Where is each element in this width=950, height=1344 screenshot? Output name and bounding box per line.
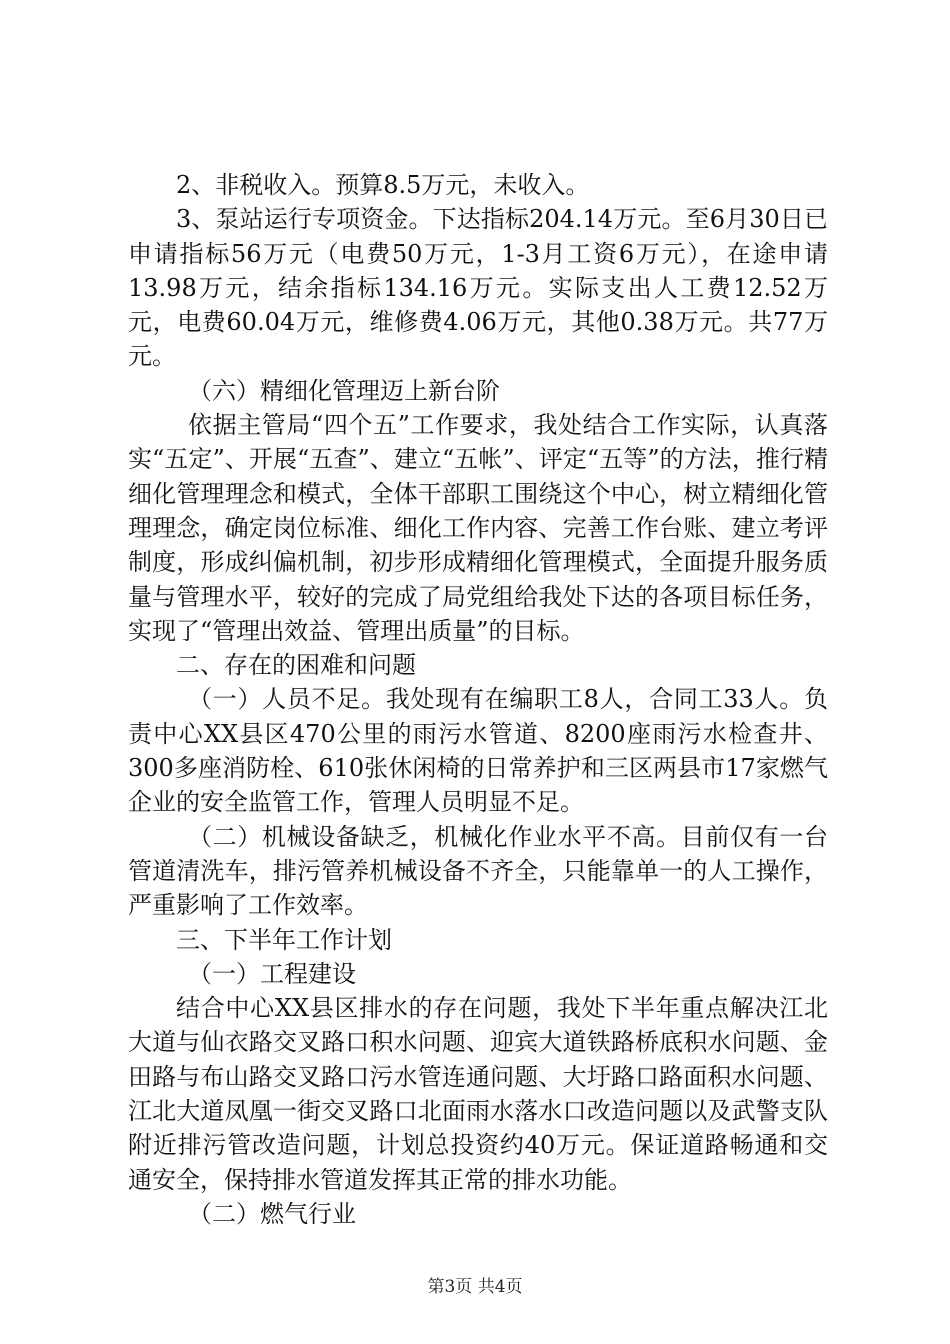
heading-refined-management: （六）精细化管理迈上新台阶 [188,376,500,405]
document-body [128,168,828,1231]
paragraph-pump-station-funds: 3、泵站运行专项资金。下达指标204.14万元。至6月30日已申请指标56万元（电费50万元，1-3月工资6万元），在途申请13.98万元，结余指标134.16万元。实际支出人工费12.52万元，电费60.04万元，维修费4.06万元，其他0.38万元。共77万元。 [128,205,828,371]
heading-difficulties: 二、存在的困难和问题 [176,651,416,680]
paragraph-staff-shortage: （一）人员不足。我处现有在编职工8人，合同工33人。负责中心XX县区470公里的雨污水管道、8200座雨污水检查井、300多座消防栓、610张休闲椅的日常养护和三区两县市17家燃气企业的安全监管工作，管理人员明显不足。 [128,685,828,817]
paragraph-engineering: 结合中心XX县区排水的存在问题，我处下半年重点解决江北大道与仙衣路交叉路口积水问题、迎宾大道铁路桥底积水问题、金田路与布山路交叉路口污水管连通问题、大圩路口路面积水问题、江北大道凤凰一街交叉路口北面雨水落水口改造问题以及武警支队附近排污管改造问题，计划总投资约40万元。保证道路畅通和交通安全，保持排水管道发挥其正常的排水功能。 [128,994,828,1194]
paragraph-non-tax-income: 2、非税收入。预算8.5万元，未收入。 [176,171,590,199]
page-number-footer: 第3页 共4页 [427,1277,523,1297]
paragraph-equipment-shortage: （二）机械设备缺乏，机械化作业水平不高。目前仅有一台管道清洗车，排污管养机械设备不齐全，只能靠单一的人工操作，严重影响了工作效率。 [128,822,828,920]
heading-gas-industry: （二）燃气行业 [188,1199,356,1228]
heading-engineering: （一）工程建设 [188,959,356,988]
heading-second-half-plan: 三、下半年工作计划 [176,925,392,954]
paragraph-refined-management: 依据主管局“四个五”工作要求，我处结合工作实际，认真落实“五定”、开展“五查”、建立“五帐”、评定“五等”的方法，推行精细化管理理念和模式，全体干部职工围绕这个中心，树立精细化管理理念，确定岗位标准、细化工作内容、完善工作台账、建立考评制度，形成纠偏机制，初步形成精细化管理模式，全面提升服务质量与管理水平，较好的完成了局党组给我处下达的各项目标任务，实现了“管理出效益、管理出质量”的目标。 [128,411,828,645]
